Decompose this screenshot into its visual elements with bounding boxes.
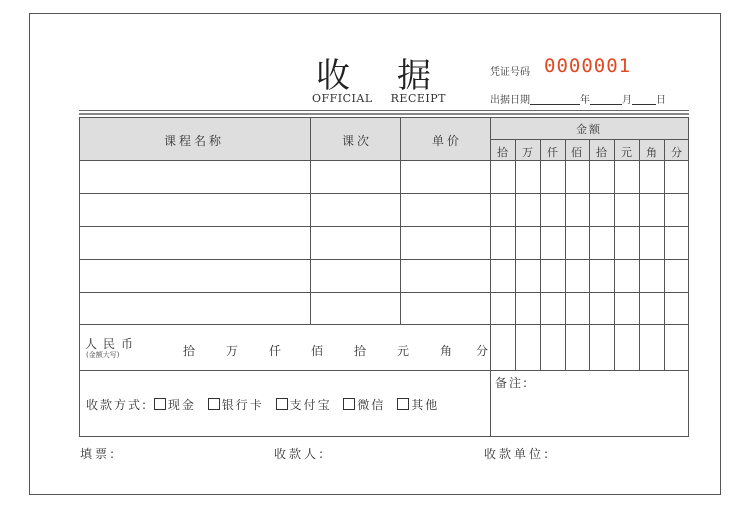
payment-option-bank-card[interactable]: 银行卡 — [208, 396, 264, 413]
footer-receiver: 收款人: — [274, 447, 327, 461]
total-unit-wan: 万 — [226, 344, 239, 358]
col-sessions-header: 课次 — [342, 134, 373, 148]
payment-label: 收款方式: — [86, 398, 149, 412]
footer-unit: 收款单位: — [484, 447, 552, 461]
issue-date-label: 出据日期 — [490, 95, 530, 106]
checkbox-icon[interactable] — [208, 398, 220, 410]
amount-unit-bai: 佰 — [571, 146, 582, 159]
header-rule-thick — [79, 113, 689, 115]
rmb-label: 人民币 — [85, 337, 140, 351]
remarks-label: 备注: — [495, 376, 530, 390]
total-unit-yuan: 元 — [397, 344, 410, 358]
receipt-table-grid — [79, 117, 690, 438]
total-unit-bai: 佰 — [311, 344, 324, 358]
checkbox-icon[interactable] — [276, 398, 288, 410]
issue-date — [490, 91, 666, 106]
amount-unit-fen: 分 — [671, 146, 682, 159]
title-char-2: 据 — [397, 56, 432, 96]
voucher-number: 0000001 — [544, 55, 632, 77]
total-unit-fen: 分 — [476, 344, 489, 358]
total-unit-shi-wan: 拾 — [183, 344, 196, 358]
footer-filler: 填票: — [80, 447, 118, 461]
col-amount-header: 金额 — [576, 123, 602, 136]
payment-option-other[interactable]: 其他 — [397, 396, 439, 413]
payment-option-alipay[interactable]: 支付宝 — [276, 396, 332, 413]
year-label: 年 — [580, 95, 590, 106]
payment-method — [86, 396, 445, 413]
col-course-header: 课程名称 — [164, 134, 225, 148]
total-unit-jiao: 角 — [440, 344, 453, 358]
total-unit-qian: 仟 — [269, 344, 282, 358]
col-price-header: 单价 — [432, 134, 463, 148]
month-label: 月 — [622, 95, 632, 106]
amount-unit-qian: 仟 — [547, 146, 558, 159]
voucher-label: 凭证号码 — [490, 67, 530, 78]
amount-unit-wan: 万 — [522, 146, 533, 159]
header-rule-thin — [79, 110, 689, 111]
amount-unit-shi: 拾 — [596, 146, 607, 159]
amount-unit-shi-wan: 拾 — [497, 146, 508, 159]
receipt-title — [316, 48, 432, 97]
table-outline — [80, 118, 689, 437]
payment-option-wechat[interactable]: 微信 — [343, 396, 385, 413]
receipt-subtitle: OFFICIAL RECEIPT — [312, 92, 446, 105]
amount-unit-jiao: 角 — [646, 146, 657, 159]
amount-unit-yuan: 元 — [621, 146, 632, 159]
title-char-1: 收 — [316, 56, 351, 96]
checkbox-icon[interactable] — [343, 398, 355, 410]
rmb-note: (金额大写) — [86, 351, 120, 359]
year-blank[interactable] — [530, 94, 580, 105]
checkbox-icon[interactable] — [397, 398, 409, 410]
checkbox-icon[interactable] — [154, 398, 166, 410]
day-label: 日 — [656, 95, 666, 106]
payment-option-cash[interactable]: 现金 — [154, 396, 196, 413]
total-unit-shi: 拾 — [354, 344, 367, 358]
month-blank[interactable] — [590, 94, 622, 105]
day-blank[interactable] — [632, 94, 656, 105]
